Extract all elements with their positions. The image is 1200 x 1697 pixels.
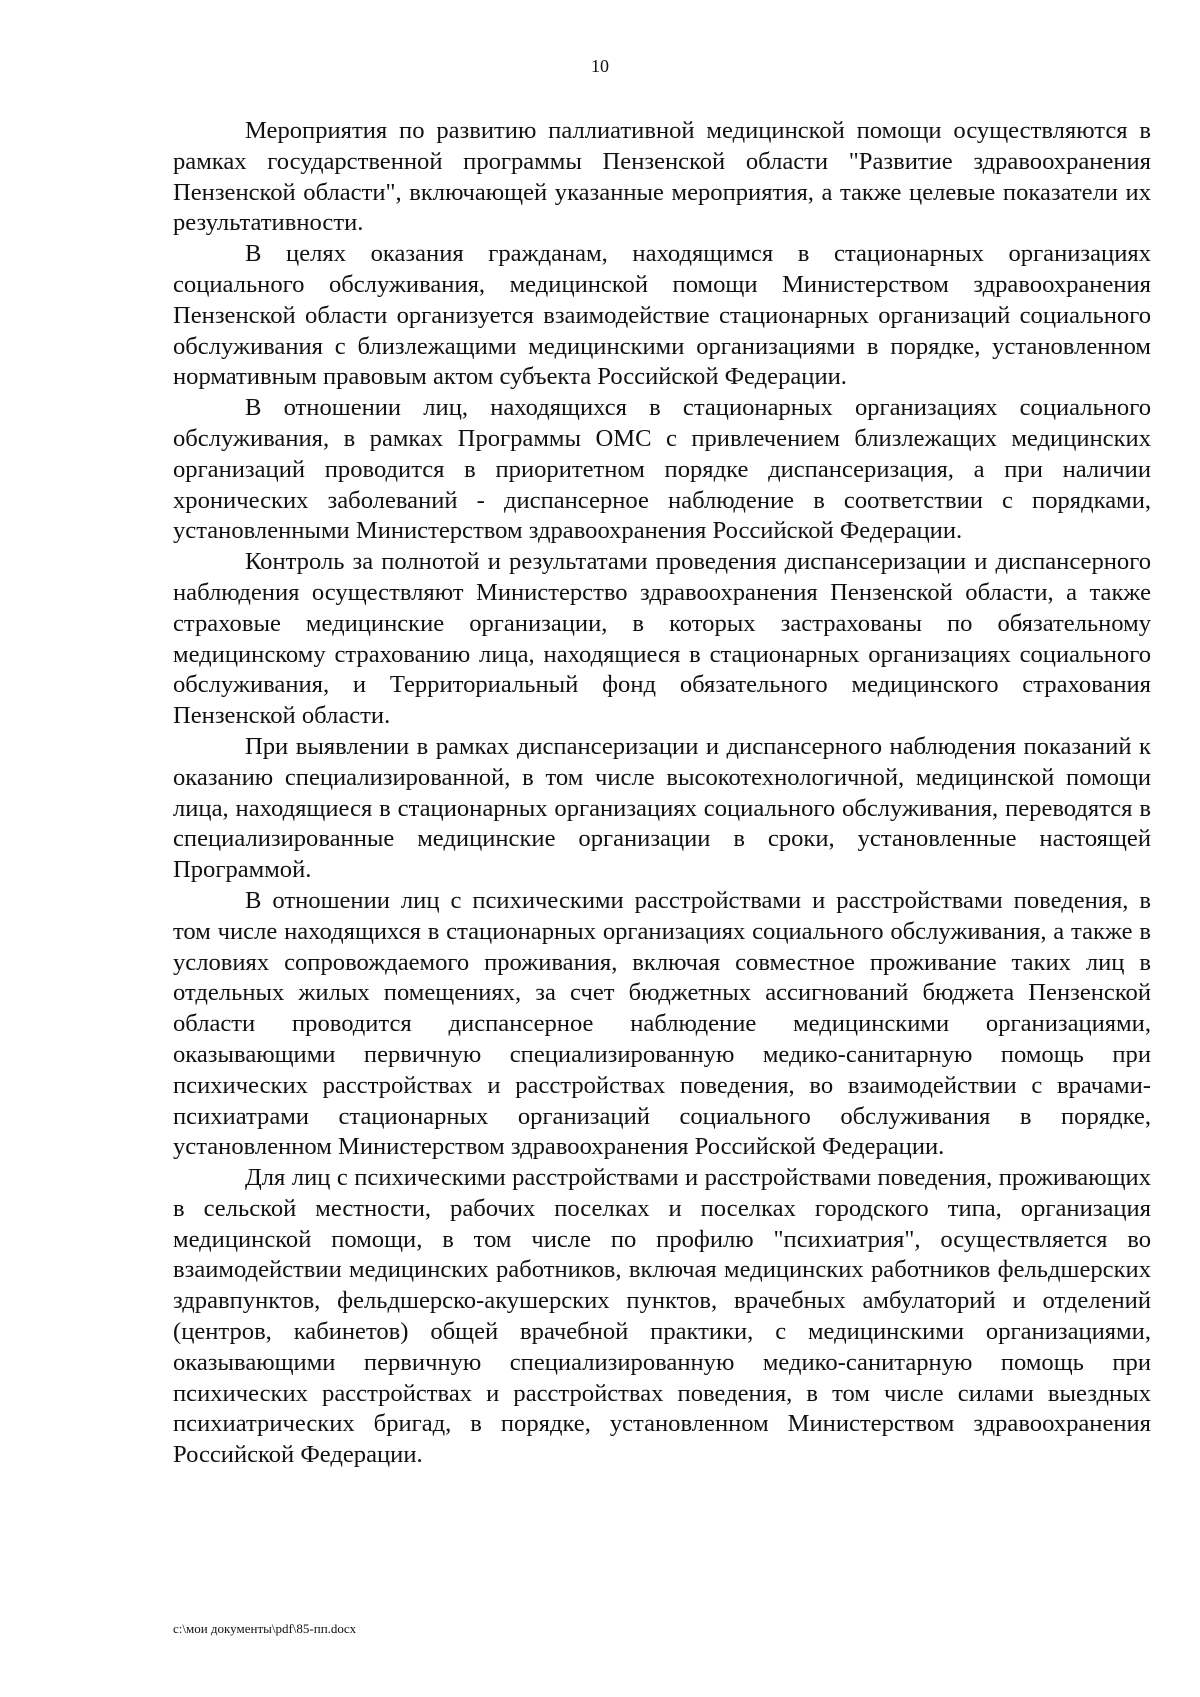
- paragraph-dispensary-screening: В отношении лиц, находящихся в стационарных организациях социального обслуживания, в рамках Программы ОМС с привлечением близлежащих медицинских организаций проводится в приоритетном порядке диспансеризация, а при наличии хронических заболеваний - диспансерное наблюдение в соответствии с порядками, установленными Министерством здравоохранения Российской Федерации.: [173, 394, 1151, 545]
- footer-file-path: c:\мои документы\pdf\85-пп.docx: [173, 1621, 357, 1636]
- document-body: [173, 116, 1151, 1471]
- paragraph-rural-psychiatry: Для лиц с психическими расстройствами и расстройствами поведения, проживающих в сельской местности, рабочих поселках и поселках городского типа, организация медицинской помощи, в том числе по профилю "психиатрия", осуществляется во взаимодействии медицинских работников, включая медицинских работников фельдшерских здравпунктов, фельдшерско-акушерских пунктов, врачебных амбулаторий и отделений (центров, кабинетов) общей врачебной практики, с медицинскими организациями, оказывающими первичную специализированную медико-санитарную помощь при психических расстройствах и расстройствах поведения, в том числе силами выездных психиатрических бригад, в порядке, установленном Министерством здравоохранения Российской Федерации.: [173, 1164, 1151, 1469]
- paragraph-specialized-care: При выявлении в рамках диспансеризации и диспансерного наблюдения показаний к оказанию специализированной, в том числе высокотехнологичной, медицинской помощи лица, находящиеся в стационарных организациях социального обслуживания, переводятся в специализированные медицинские организации в сроки, установленные настоящей Программой.: [173, 732, 1151, 884]
- paragraph-control: Контроль за полнотой и результатами проведения диспансеризации и диспансерного наблюдения осуществляют Министерство здравоохранения Пензенской области, а также страховые медицинские организации, в которых застрахованы по обязательному медицинскому страхованию лица, находящиеся в стационарных организациях социального обслуживания, и Территориальный фонд обязательного медицинского страхования Пензенской области.: [173, 548, 1151, 730]
- paragraph-palliative-care: Мероприятия по развитию паллиативной медицинской помощи осуществляются в рамках государственной программы Пензенской области "Развитие здравоохранения Пензенской области", включающей указанные мероприятия, а также целевые показатели их результативности.: [173, 117, 1151, 237]
- page-number: 10: [591, 56, 609, 76]
- paragraph-social-service-care: В целях оказания гражданам, находящимся в стационарных организациях социального обслуживания, медицинской помощи Министерством здравоохранения Пензенской области организуется взаимодействие стационарных организаций социального обслуживания с близлежащими медицинскими организациями в порядке, установленном нормативным правовым актом субъекта Российской Федерации.: [173, 240, 1151, 391]
- paragraph-mental-disorders: В отношении лиц с психическими расстройствами и расстройствами поведения, в том числе находящихся в стационарных организациях социального обслуживания, а также в условиях сопровождаемого проживания, включая совместное проживание таких лиц в отдельных жилых помещениях, за счет бюджетных ассигнований бюджета Пензенской области проводится диспансерное наблюдение медицинскими организациями, оказывающими первичную специализированную медико-санитарную помощь при психических расстройствах и расстройствах поведения, во взаимодействии с врачами-психиатрами стационарных организаций социального обслуживания в порядке, установленном Министерством здравоохранения Российской Федерации.: [173, 886, 1151, 1161]
